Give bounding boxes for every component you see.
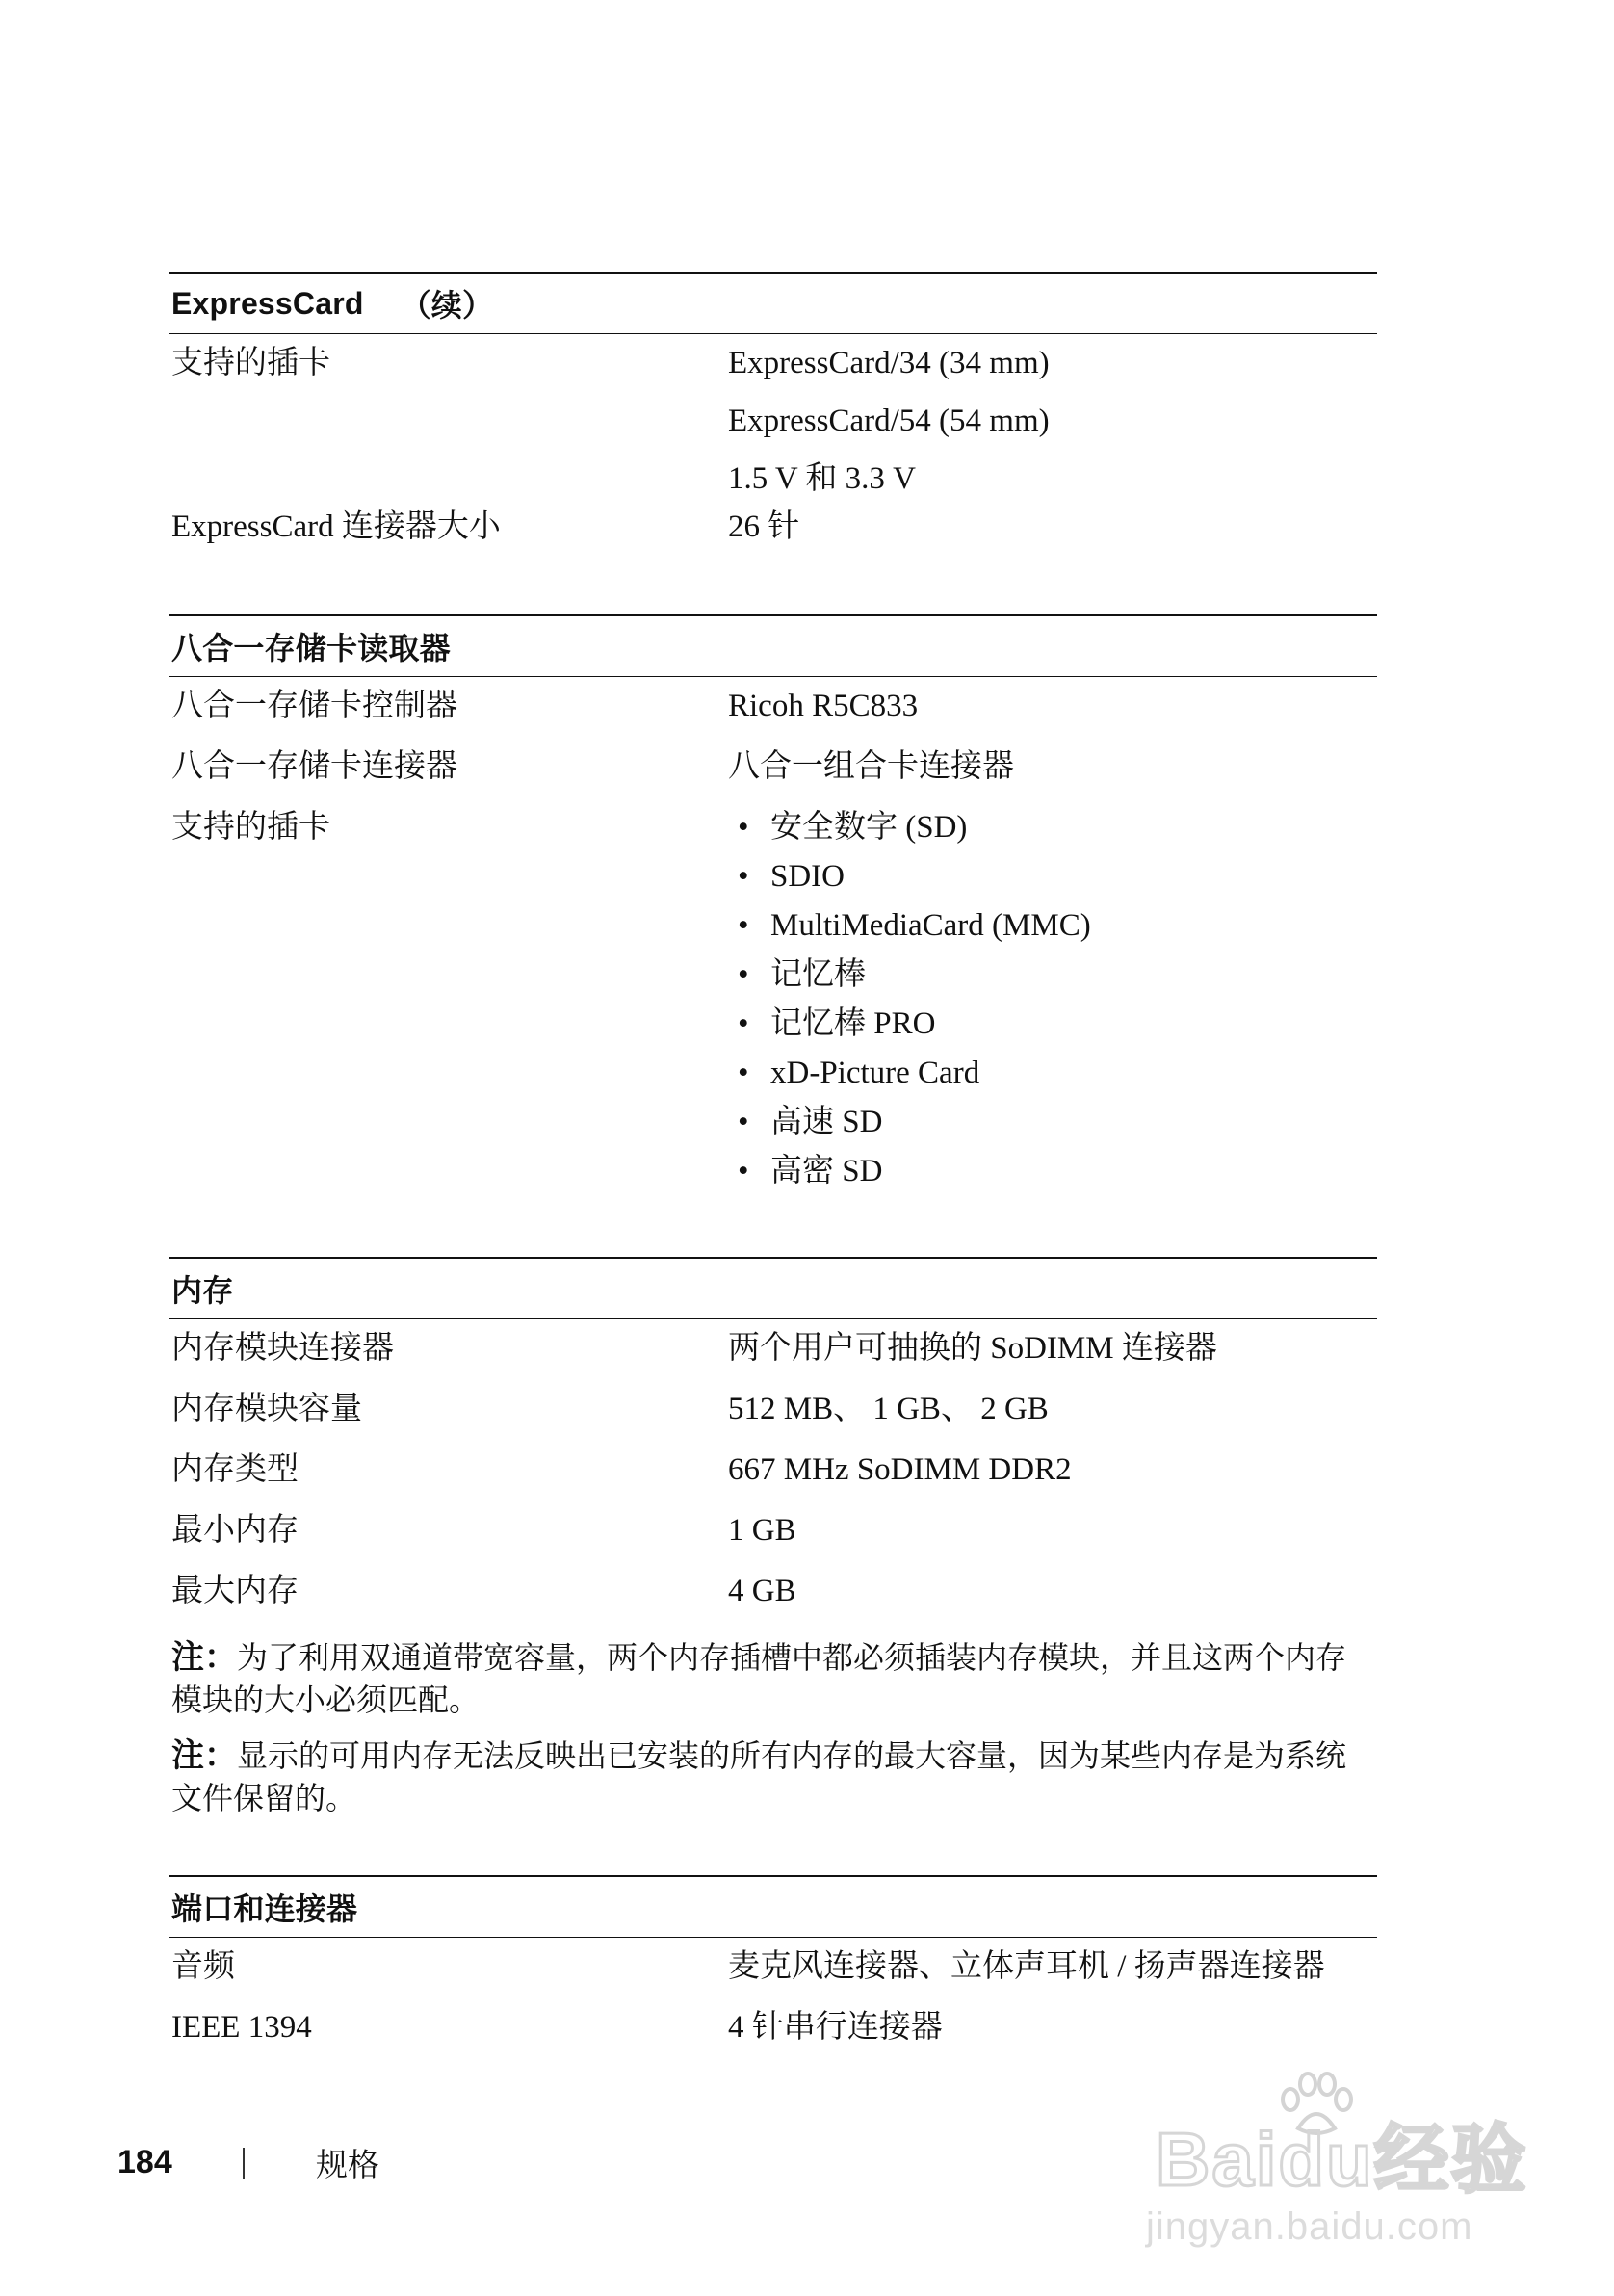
row-label: 最大内存	[171, 1574, 299, 1608]
bullet-icon: •	[738, 1105, 749, 1139]
list-item	[728, 1054, 1377, 1092]
bullet-icon: •	[738, 859, 749, 894]
row-value: 1 GB	[728, 1513, 796, 1548]
spec-content	[169, 272, 1377, 2115]
list-item-text: MultiMediaCard (MMC)	[770, 908, 1091, 943]
row-label: 内存类型	[171, 1452, 299, 1487]
row-value: Ricoh R5C833	[728, 689, 919, 723]
row-label: 内存模块连接器	[171, 1331, 394, 1366]
spec-row	[169, 1562, 1377, 1623]
section-title: ExpressCard	[171, 285, 364, 321]
page-footer	[117, 2140, 379, 2185]
row-label: 音频	[171, 1949, 235, 1984]
row-label: 最小内存	[171, 1513, 299, 1548]
chapter-title: 规格	[316, 2147, 379, 2182]
list-item-text: xD-Picture Card	[770, 1056, 980, 1090]
list-item-text: 高速 SD	[770, 1105, 883, 1139]
section-title: 内存	[171, 1273, 234, 1308]
row-value: 4 针串行连接器	[728, 2010, 943, 2045]
note-text: 显示的可用内存无法反映出已安装的所有内存的最大容量，因为某些内存是为系统文件保留的。	[171, 1738, 1347, 1815]
row-label: 支持的插卡	[171, 810, 330, 845]
spec-row	[169, 1380, 1377, 1441]
row-value: 4 GB	[728, 1574, 796, 1608]
list-item	[728, 808, 1377, 847]
spec-row	[169, 498, 1377, 559]
row-value: 麦克风连接器、立体声耳机 / 扬声器连接器	[728, 1949, 1325, 1984]
row-value: 两个用户可抽换的 SoDIMM 连接器	[728, 1331, 1217, 1366]
section-header	[169, 1875, 1377, 1938]
spec-row	[169, 798, 1377, 1201]
bullet-list	[728, 808, 1377, 1190]
row-label: ExpressCard 连接器大小	[171, 509, 501, 544]
footer-divider	[243, 2148, 245, 2179]
list-item	[728, 857, 1377, 896]
list-item	[728, 906, 1377, 945]
value-line: ExpressCard/54 (54 mm)	[728, 404, 1050, 438]
section-header	[169, 1257, 1377, 1319]
row-label: 八合一存储卡控制器	[171, 689, 457, 723]
spec-row	[169, 1998, 1377, 2059]
note	[169, 1735, 1366, 1819]
list-item-text: 高密 SD	[770, 1154, 883, 1188]
value-line: ExpressCard/34 (34 mm)	[728, 346, 1050, 380]
spec-row	[169, 334, 1377, 498]
value-line: 26 针	[728, 509, 800, 544]
row-value	[728, 508, 1377, 546]
list-item-text: 安全数字 (SD)	[770, 810, 968, 845]
list-item-text: 记忆棒 PRO	[770, 1006, 936, 1041]
row-value	[728, 344, 1377, 498]
section-expresscard	[169, 272, 1377, 559]
list-item	[728, 1004, 1377, 1043]
note-text: 为了利用双通道带宽容量，两个内存插槽中都必须插装内存模块，并且这两个内存模块的大小必须匹配。	[171, 1640, 1347, 1717]
section-title-suffix: （续）	[400, 288, 494, 323]
note-label: 注：	[171, 1737, 237, 1774]
bullet-icon: •	[738, 1056, 749, 1090]
section-title: 端口和连接器	[171, 1892, 358, 1926]
row-label: 八合一存储卡连接器	[171, 749, 457, 784]
value-line: 1.5 V 和 3.3 V	[728, 461, 916, 496]
spec-row	[169, 677, 1377, 738]
bullet-icon: •	[738, 908, 749, 943]
row-label: 内存模块容量	[171, 1392, 362, 1426]
bullet-icon: •	[738, 810, 749, 845]
bullet-icon: •	[738, 1006, 749, 1041]
watermark-brand: Baidu经验	[1156, 2117, 1528, 2202]
note	[169, 1636, 1366, 1721]
row-value: 512 MB、 1 GB、 2 GB	[728, 1392, 1049, 1426]
spec-row	[169, 1441, 1377, 1501]
watermark-url: jingyan.baidu.com	[1146, 2205, 1473, 2248]
row-label: 支持的插卡	[171, 346, 330, 380]
section-header	[169, 614, 1377, 677]
note-label: 注：	[171, 1639, 237, 1676]
spec-row	[169, 1938, 1377, 1998]
page-number: 184	[117, 2144, 172, 2180]
list-item	[728, 955, 1377, 994]
list-item-text: 记忆棒	[770, 957, 866, 992]
section-card-reader	[169, 614, 1377, 1201]
section-header	[169, 272, 1377, 334]
row-value: 八合一组合卡连接器	[728, 749, 1014, 784]
list-item	[728, 1103, 1377, 1141]
row-value: 667 MHz SoDIMM DDR2	[728, 1452, 1072, 1487]
bullet-icon: •	[738, 1154, 749, 1188]
spec-row	[169, 738, 1377, 798]
row-label: IEEE 1394	[171, 2010, 312, 2045]
section-ports	[169, 1875, 1377, 2059]
baidu-watermark	[1146, 2071, 1570, 2263]
row-value	[728, 808, 1377, 1201]
spec-row	[169, 1319, 1377, 1380]
list-item-text: SDIO	[770, 859, 846, 894]
bullet-icon: •	[738, 957, 749, 992]
list-item	[728, 1152, 1377, 1190]
section-memory	[169, 1257, 1377, 1819]
section-title: 八合一存储卡读取器	[171, 631, 451, 665]
spec-row	[169, 1501, 1377, 1562]
